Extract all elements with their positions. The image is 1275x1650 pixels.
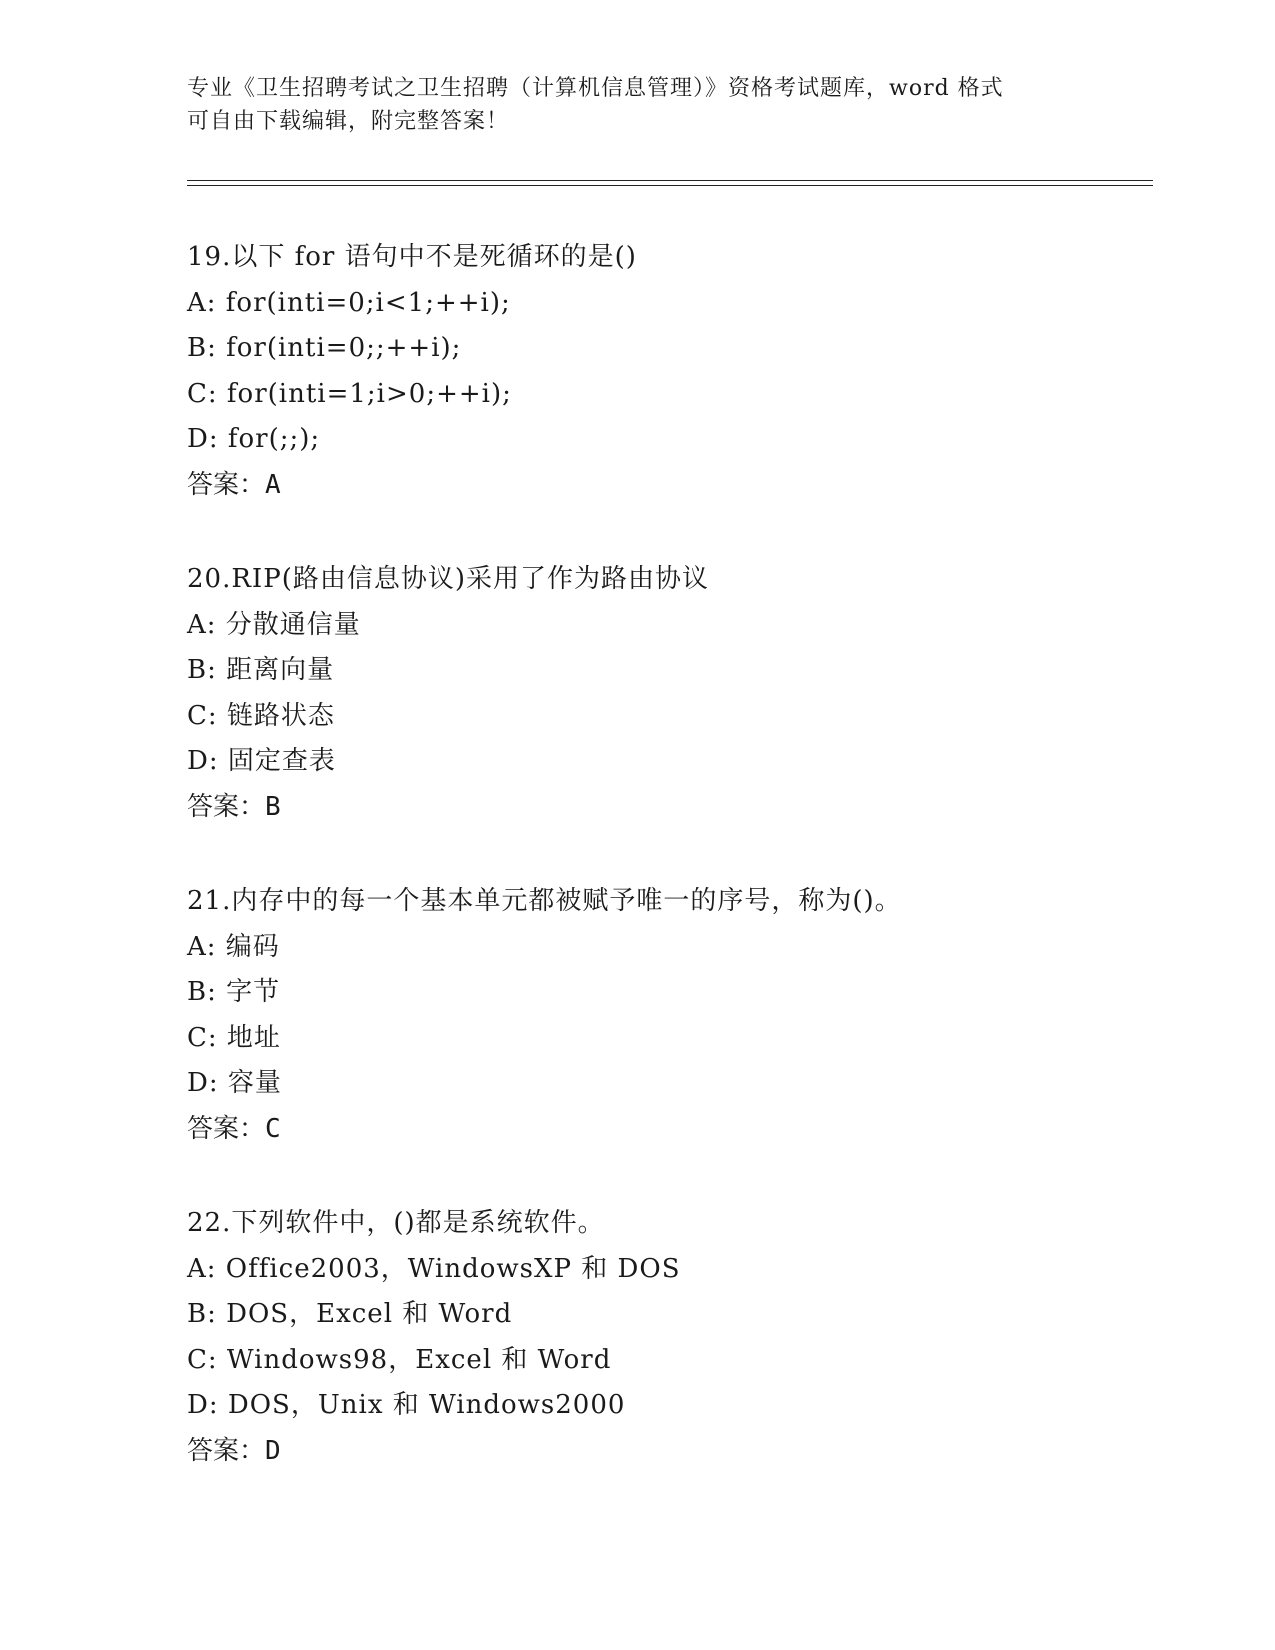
answer-line: 答案：D (187, 1435, 281, 1466)
question-list (187, 235, 1147, 1523)
option-a: A: Office2003，WindowsXP 和 DOS (187, 1253, 681, 1284)
option-a: A: 编码 (187, 931, 280, 962)
option-c: C: 链路状态 (187, 700, 335, 731)
option-c: C: for(inti=1;i>0;++i); (187, 378, 512, 409)
option-d: D: 固定查表 (187, 746, 336, 776)
question-text: 19.以下 for 语句中不是死循环的是() (187, 242, 637, 272)
header-line-2: 可自由下载编辑，附完整答案！ (187, 109, 510, 134)
option-b: B: 字节 (187, 977, 281, 1007)
question-text: 22.下列软件中，()都是系统软件。 (187, 1208, 605, 1238)
document-header (187, 72, 1087, 138)
option-d: D: DOS，Unix 和 Windows2000 (187, 1390, 626, 1420)
question-20 (187, 557, 1147, 830)
option-b: B: 距离向量 (187, 655, 335, 685)
answer-line: 答案：C (187, 1113, 281, 1144)
option-d: D: for(;;); (187, 424, 321, 454)
question-text: 20.RIP(路由信息协议)采用了作为路由协议 (187, 564, 709, 594)
question-21 (187, 879, 1147, 1152)
question-22 (187, 1201, 1147, 1474)
option-b: B: DOS，Excel 和 Word (187, 1299, 513, 1329)
answer-line: 答案：B (187, 791, 281, 822)
header-line-1: 专业《卫生招聘考试之卫生招聘（计算机信息管理）》资格考试题库，word 格式 (187, 76, 1004, 101)
question-19 (187, 235, 1147, 508)
header-divider-top (187, 180, 1153, 181)
option-d: D: 容量 (187, 1068, 282, 1098)
question-text: 21.内存中的每一个基本单元都被赋予唯一的序号，称为()。 (187, 886, 902, 916)
option-b: B: for(inti=0;;++i); (187, 333, 462, 363)
option-c: C: 地址 (187, 1022, 281, 1053)
header-divider-bottom (187, 185, 1153, 186)
option-a: A: for(inti=0;i<1;++i); (187, 287, 511, 318)
answer-line: 答案：A (187, 469, 281, 500)
option-c: C: Windows98，Excel 和 Word (187, 1344, 612, 1375)
option-a: A: 分散通信量 (187, 609, 361, 640)
